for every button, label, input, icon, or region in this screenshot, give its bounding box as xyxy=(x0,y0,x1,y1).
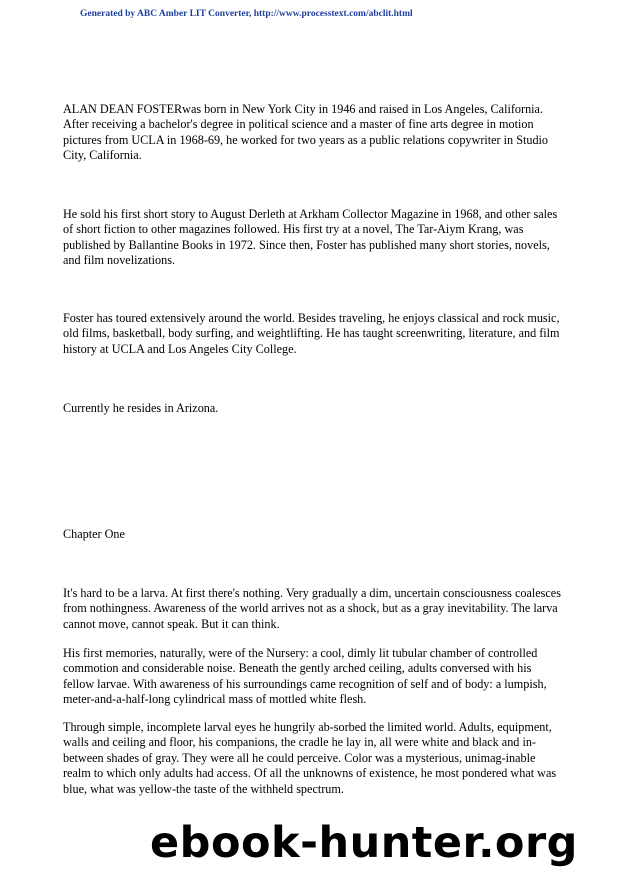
chapter-title: Chapter One xyxy=(63,527,125,541)
chapter-paragraph-1: It's hard to be a larva. At first there's nothing. Very gradually a dim, uncertain consciousness coalesces from nothingness. Awareness of the world arrives not as a shock, but as a gray inevitability. The larva cannot move, cannot speak. But it can think. xyxy=(63,586,561,631)
bio-paragraph-3: Foster has toured extensively around the world. Besides traveling, he enjoys classical and rock music, old films, basketball, body surfing, and weightlifting. He has taught screenwriting, literature, and film history at UCLA and Los Angeles City College. xyxy=(63,311,560,356)
watermark-text: ebook-hunter.org xyxy=(150,818,578,868)
generator-header-link[interactable]: Generated by ABC Amber LIT Converter, http://www.processtext.com/abclit.html xyxy=(80,9,413,19)
bio-paragraph-2: He sold his first short story to August Derleth at Arkham Collector Magazine in 1968, and other sales of short fiction to other magazines followed. His first try at a novel, The Tar-Aiym Krang, was published by Ballantine Books in 1972. Since then, Foster has published many short stories, novels, and film novelizations. xyxy=(63,207,558,268)
bio-paragraph-4: Currently he resides in Arizona. xyxy=(63,401,219,415)
bio-paragraph-1: ALAN DEAN FOSTERwas born in New York City in 1946 and raised in Los Angeles, California. After receiving a bachelor's degree in political science and a master of fine arts degree in motion pictures from UCLA in 1968-69, he worked for two years as a public relations copywriter in Studio City, California. xyxy=(63,102,549,163)
chapter-paragraph-3: Through simple, incomplete larval eyes he hungrily ab-sorbed the limited world. Adults, equipment, walls and ceiling and floor, his companions, the cradle he lay in, all were white and black and in-between shades of gray. They were all he could perceive. Color was a mysterious, unimag-inable realm to which only adults had access. Of all the unknowns of existence, he most pondered what was blue, what was yellow-the taste of the withheld spectrum. xyxy=(63,720,557,796)
chapter-paragraph-2: His first memories, naturally, were of the Nursery: a cool, dimly lit tubular chamber of controlled commotion and considerable noise. Beneath the gently arched ceiling, adults conversed with his fellow larvae. With awareness of his surroundings came recognition of self and of body: a lumpish, meter-and-a-half-long cylindrical mass of mottled white flesh. xyxy=(63,646,547,707)
